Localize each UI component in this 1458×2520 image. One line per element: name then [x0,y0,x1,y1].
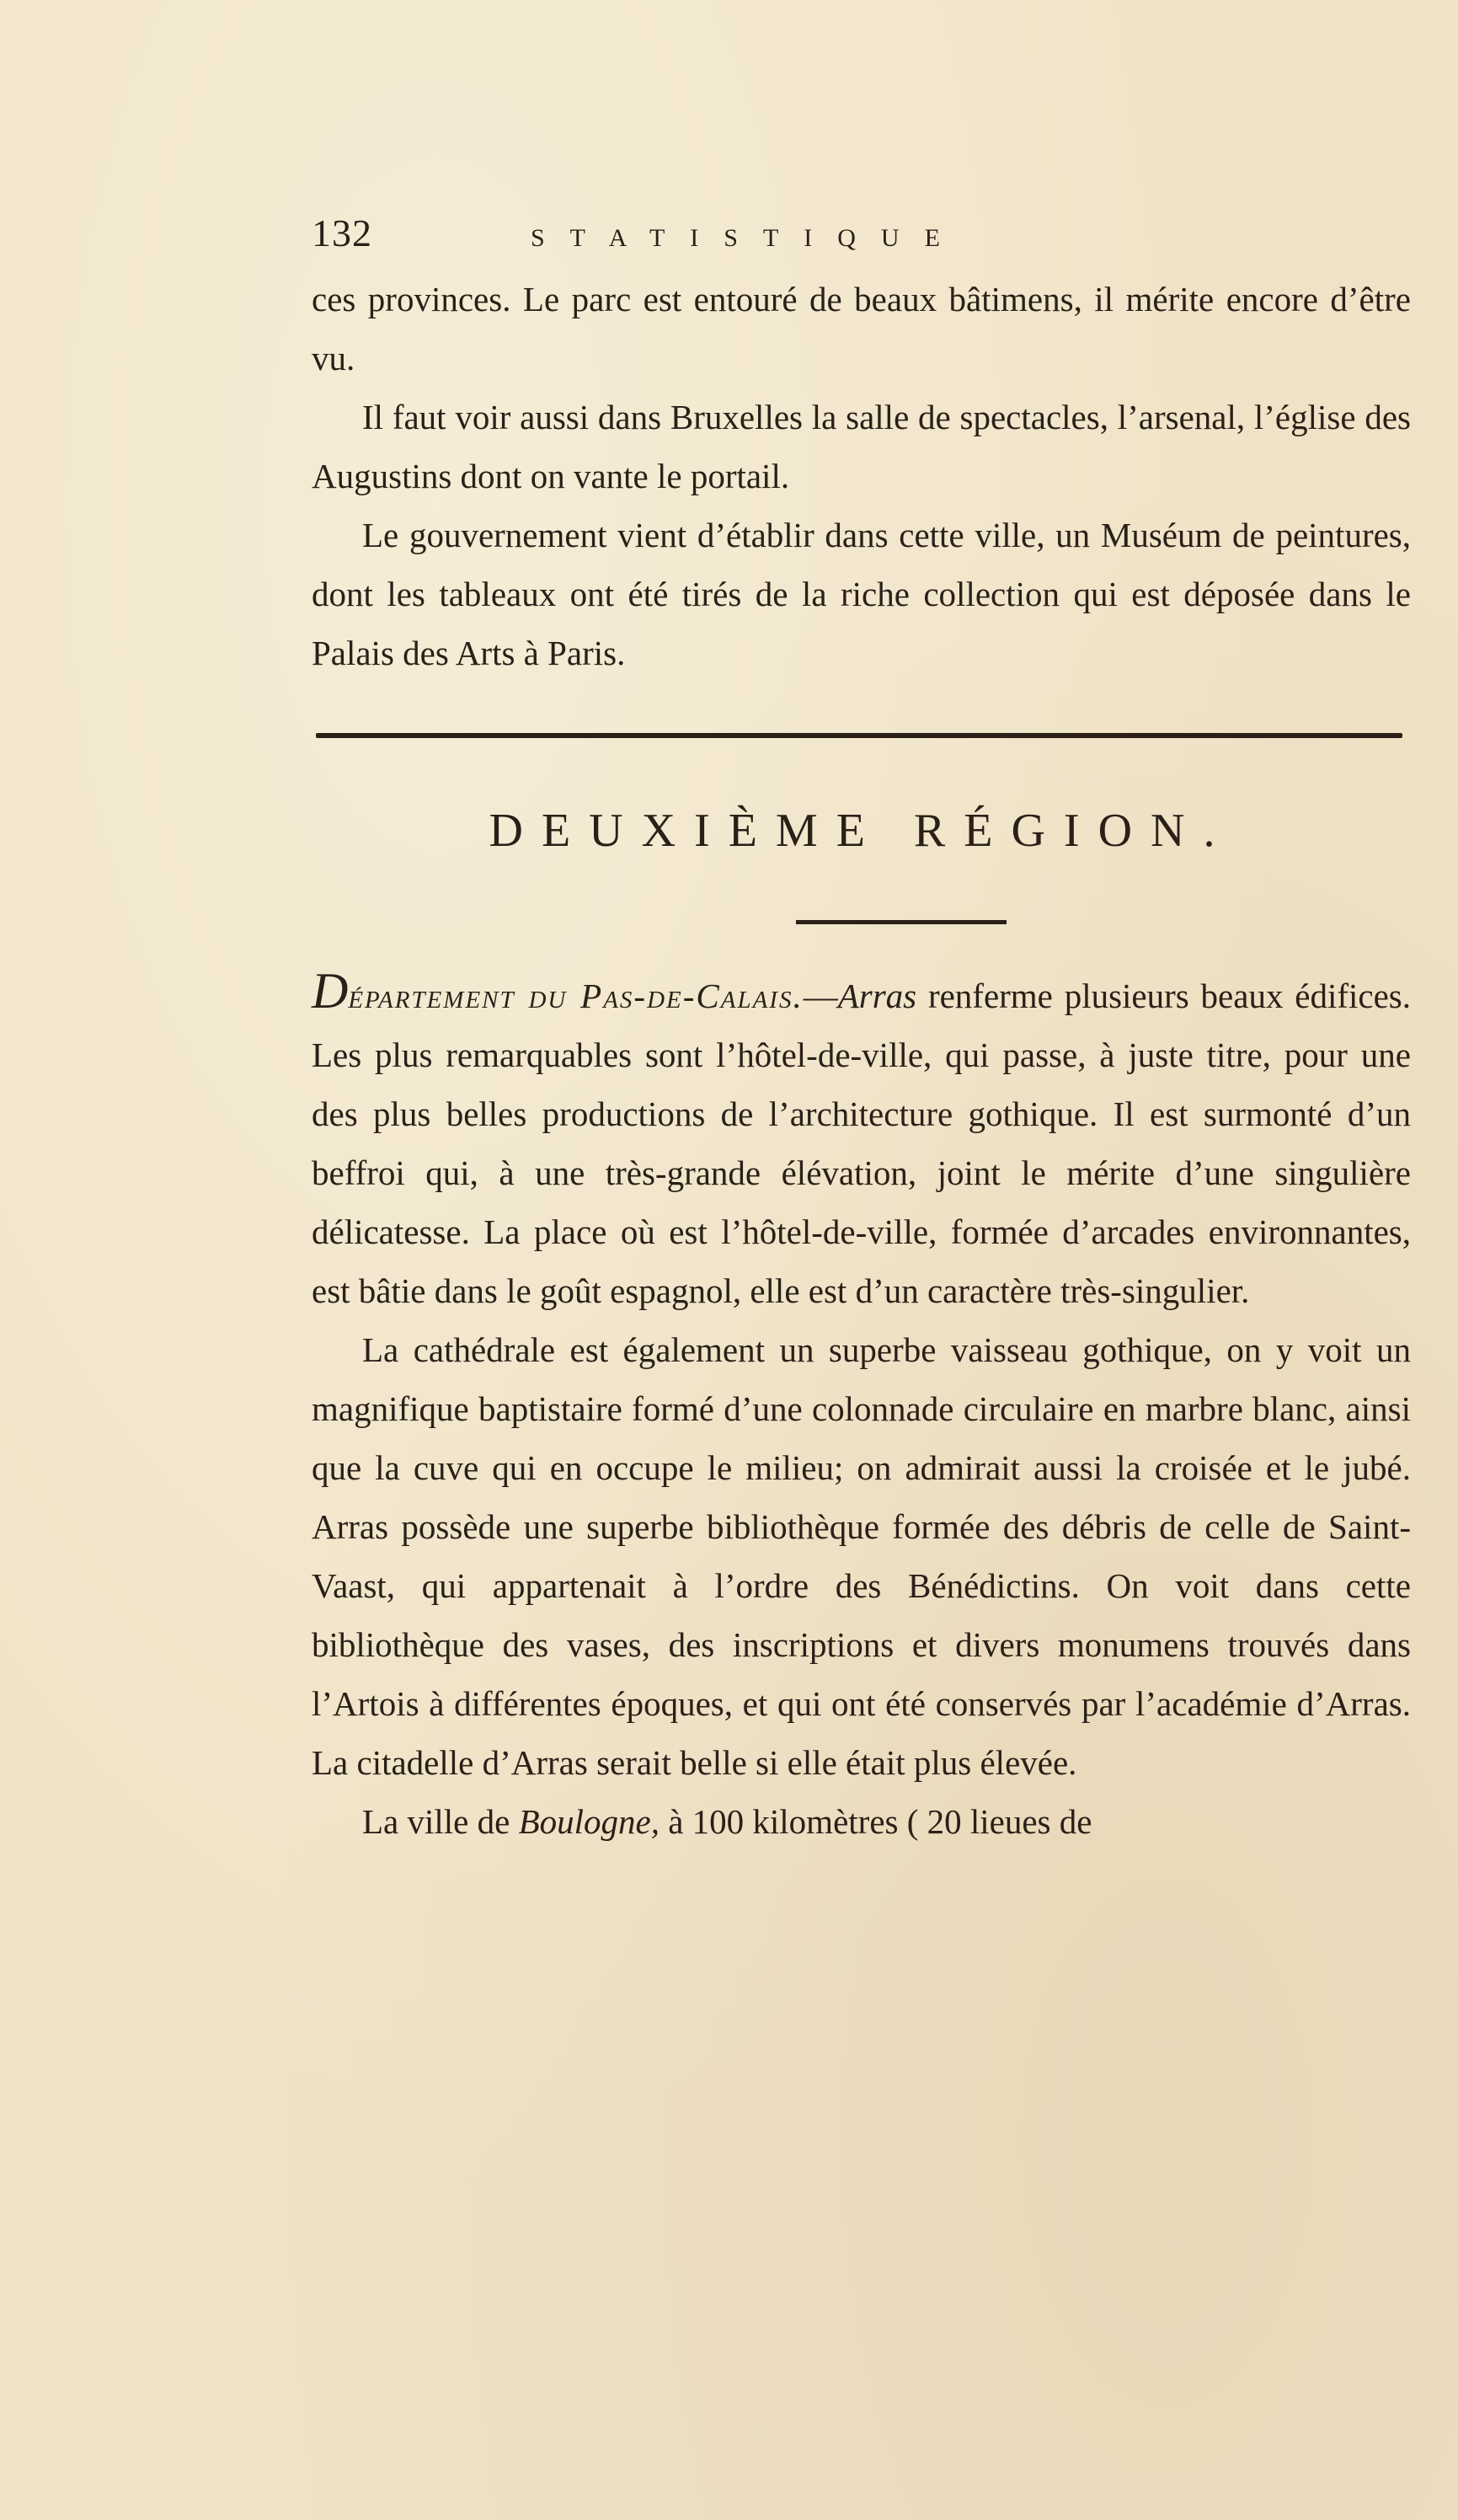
section-text [312,961,1411,1851]
running-head [312,211,1411,270]
city-name: Arras [837,976,917,1015]
paragraph: Le gouvernement vient d’établir dans cette ville, un Muséum de peintures, dont les tableaux ont été tirés de la riche collection qui est déposée dans le Palais des Arts à Paris. [312,516,1411,672]
city-name: Boulogne, [518,1802,660,1841]
intro-text [312,270,1411,682]
paragraph-text: à 100 kilomètres ( 20 lieues de [659,1802,1092,1841]
section-heading: DEUXIÈME RÉGION. [489,805,1234,857]
paragraph: La cathédrale est également un superbe vaisseau gothique, on y voit un magnifique baptistaire formé d’une colonnade circulaire en marbre blanc, ainsi que la cuve qui en occupe le milieu; on admirait aussi la croisée et le jubé. Arras possède une superbe bibliothèque formée des débris de celle de Saint-Vaast, qui appartenait à l’ordre des Bénédictins. On voit dans cette bibliothèque des vases, des inscriptions et divers monumens trouvés dans l’Artois à différentes époques, et qui ont été conservés par l’académie d’Arras. La citadelle d’Arras serait belle si elle était plus élevée. [312,1330,1411,1782]
paragraph: ces provinces. Le parc est entouré de beaux bâtimens, il mérite encore d’être vu. [312,280,1411,377]
dash: — [803,976,838,1015]
section-divider [316,733,1402,738]
heading-underline [796,920,1007,924]
paragraph [312,1792,1411,1851]
running-title: STATISTIQUE [531,224,965,252]
paragraph [312,961,1411,1320]
paragraph-text: renferme plusieurs beaux édifices. Les plus remarquables sont l’hôtel-de-ville, qui passe, à juste titre, pour une des plus belles productions de l’architecture gothique. Il est surmonté d’un beffroi qui, à une très-grande élévation, joint le mérite d’une singulière délicatesse. La place où est l’hôtel-de-ville, formée d’arcades environnantes, est bâtie dans le goût espagnol, elle est d’un caractère très-singulier. [312,976,1411,1310]
paragraph-text: La ville de [362,1802,519,1841]
department-name: épartement du Pas-de-Calais. [348,976,804,1015]
dept-initial: D [312,963,349,1019]
page-number: 132 [312,211,372,254]
paragraph: Il faut voir aussi dans Bruxelles la salle de spectacles, l’arsenal, l’église des Augustins dont on vante le portail. [312,398,1411,495]
book-page [312,211,1411,1851]
